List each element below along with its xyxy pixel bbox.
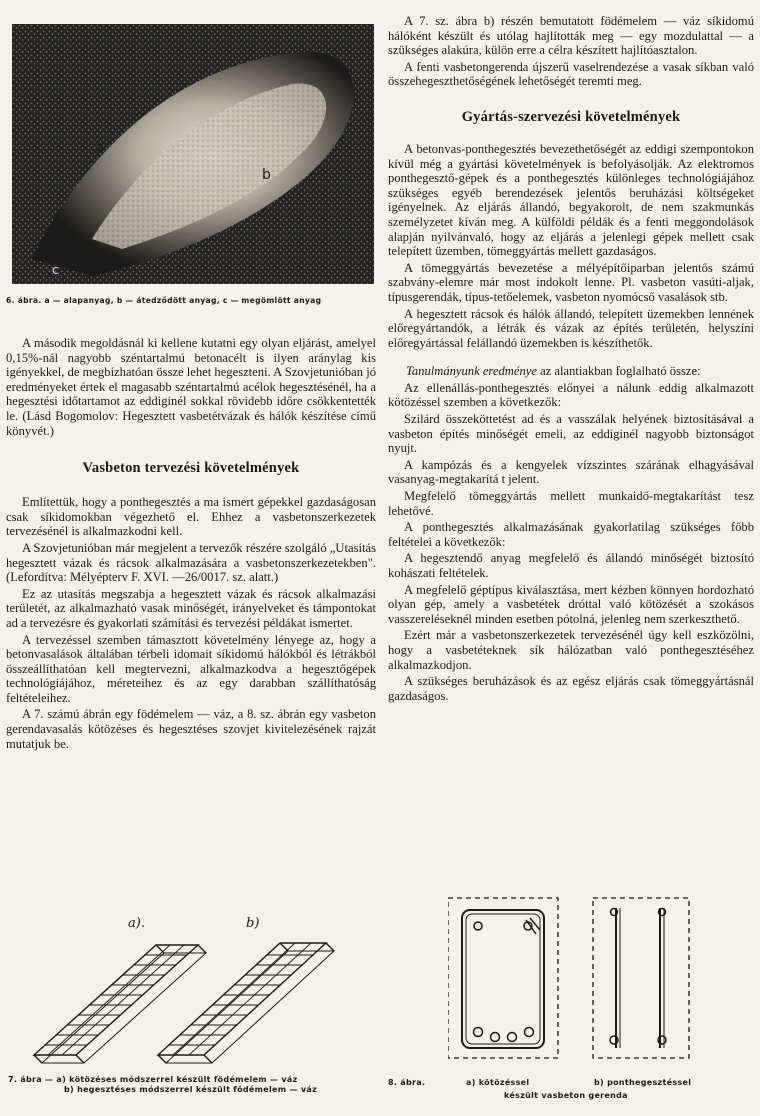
- left-paragraph-3: A Szovjetunióban már megjelent a tervezők részére szolgáló „Utasítás hegesztett vázak és rácsok alkalmazására a vasbetonszerkezetekben". (Lefordítva: Mélyépterv F. XVI. —26/0017. sz. alatt.): [6, 540, 376, 585]
- weld-micrograph-image: [12, 24, 374, 284]
- right-paragraph-3: A betonvas-ponthegesztés bevezethetőségét az eddigi szempontokon kívül még a gyártási követelmények is befolyásolják. Az elektromos ponthegesztő-gépek és a ponthegesztés különleges technológiájához szükséges egyéb berendezések jelentős beruházási költségeket igényelnek. Az eljárás állandó, begyakorolt, de nem szakmunkás személyzetet kíván meg. A külföldi példák és a fenti meggondolások alapján nyilvánvaló, hogy az eljárás a jelenlegi gépek mellett csak telepített üzemben, tömeggyártás mellett gazdaságos.: [388, 141, 754, 259]
- figure-7-caption-line-2: b) hegesztéses módszerrel készült födémelem — váz: [64, 1085, 318, 1094]
- figure-6-label-a: a: [96, 141, 104, 156]
- summary-lead-rest: az alantiakban foglalható össze:: [536, 364, 701, 379]
- figure-7-caption-line-1: 7. ábra — a) kötözéses módszerrel készült födémelem — váz: [8, 1075, 298, 1084]
- figure-6-label-b: b: [262, 167, 271, 183]
- right-paragraph-10: Megfelelő tömeggyártás mellett munkaidő-megtakarítást tesz lehetővé.: [388, 489, 754, 518]
- figure-8-caption: [388, 1078, 750, 1108]
- figure-7-drawing: [8, 905, 378, 1075]
- left-paragraph-4: Ez az utasítás megszabja a hegesztett vázak és rácsok alkalmazási területét, az alkalmazható vasak minőségét, irányelveket és támpontokat ad a tervezésre és gyakorlati számítási és tervezési példákat ismertet.: [6, 586, 376, 630]
- figure-7-caption: [8, 1075, 378, 1095]
- figure-8a-tied-beam: [448, 898, 558, 1058]
- figure-8b-welded-beam: [593, 898, 689, 1058]
- right-paragraph-6: [388, 364, 754, 379]
- figure-8-caption-line-2: készült vasbeton gerenda: [504, 1091, 628, 1100]
- right-paragraph-5: A hegesztett rácsok és hálók állandó, telepített üzemekben lennének előregyártandók, a létrák és vázak az építés területén, helyszíni előregyártással felállandó üzemekben is készíthetők.: [388, 306, 754, 350]
- summary-lead-italic: Tanulmányunk eredménye: [406, 364, 537, 379]
- figure-7b-mesh: [158, 943, 334, 1063]
- right-paragraph-1: A 7. sz. ábra b) részén bemutatott födémelem — váz síkidomú hálóként készült és utólag hajlították meg — egy mozdulattal — a szükséges alakúra, külön erre a célra készített hajlítóasztalon.: [388, 14, 754, 58]
- figure-8-caption-a: a) kötözéssel: [466, 1078, 530, 1087]
- right-paragraph-7: Az ellenállás-ponthegesztés előnyei a nálunk eddig alkalmazott kötözéssel szemben a következők:: [388, 380, 754, 410]
- figure-8: [448, 890, 698, 1070]
- figure-8-caption-b: b) ponthegesztéssel: [594, 1078, 692, 1087]
- figure-7: [8, 905, 378, 1075]
- figure-7-label-b: b): [246, 916, 260, 931]
- left-paragraph-2: Említettük, hogy a ponthegesztés a ma ismert gépekkel gazdaságosan csak síkidomokban végezhető el. Ehhez a vasbetonszerkezetek tervezésénél is alkalmazkodni kell.: [6, 495, 376, 539]
- heading-production-requirements: Gyártás-szervezési követelmények: [461, 108, 681, 125]
- right-column: [388, 14, 754, 705]
- left-paragraph-5: A tervezéssel szemben támasztott követelmény lényege az, hogy a betonvasalások általában térbeli idomait síkidomú hálókból és létrákból összeállíthatóan kell megtervezni, alkalmazkodva a hegesztőgépek technológiájához, méreteihez és az egy darabban szállíthatóság feltételeihez.: [6, 632, 376, 705]
- figure-6-label-c: c: [52, 263, 59, 277]
- heading-design-requirements: Vasbeton tervezési követelmények: [82, 460, 300, 477]
- right-paragraph-15: A szükséges beruházások és az egész eljárás csak tömeggyártásnál gazdaságos.: [388, 674, 754, 703]
- left-paragraph-1: A második megoldásnál ki kellene kutatni egy olyan eljárást, amelyel 0,15%-nál nagyobb széntartalmú betonacélt is ilyen aránylag kis igényekkel, de megbízhatóan össze lehet hegeszteni. A Szovjetunióban jó eredményeket értek el magasabb széntartalmú acélok hegesztésénél, ha a hegesztési időtartamot az eddiginél sokkal rövidebb időre csökkentették le. (Lásd Bogomolov: Hegesztett vasbetétvázak és hálók készítése című könyvét.): [6, 336, 377, 438]
- right-paragraph-4: A tömeggyártás bevezetése a mélyépítőiparban jelentős számú szabvány-elemre már most indokolt lenne. Pl. vasbeton vasúti-aljak, típusgerendák, típus-tetőelemek, vasbeton nyomócső vasalások stb.: [388, 260, 754, 304]
- figure-8-caption-number: 8. ábra.: [388, 1078, 426, 1087]
- figure-6-photo: [12, 24, 374, 284]
- figure-8-drawing: [448, 890, 698, 1070]
- right-paragraph-14: Ezért már a vasbetonszerkezetek tervezésénél úgy kell eszközölni, hogy a vasbetéteknek sík hálózatban való ponthegesztéséhez alkalmazkodjon.: [388, 628, 754, 672]
- right-paragraph-13: A megfelelő géptípus kiválasztása, mert kézben könnyen hordozható olyan gép, amely a vasbetétek dróttal való kötözését a szokásos vasszereléseknél minden esetben pótolná, jelenleg nem szerkeszthető.: [388, 582, 754, 626]
- figure-7-label-a: a).: [128, 916, 145, 931]
- right-paragraph-11: A ponthegesztés alkalmazásának gyakorlatilag szükséges főbb feltételei a következők:: [388, 520, 754, 549]
- right-paragraph-9: A kampózás és a kengyelek vízszintes szárának elhagyásával vasanyag-megtakarítá t jelent.: [388, 457, 754, 487]
- left-column: [6, 24, 376, 753]
- right-paragraph-8: Szilárd összeköttetést ad és a vasszálak helyének biztosításával a vasbeton építés minőségét emeli, az eddiginél nagyobb biztonságot nyujt.: [388, 412, 754, 456]
- left-paragraph-6: A 7. számú ábrán egy födémelem — váz, a 8. sz. ábrán egy vasbeton gerendavasalás kötözéses és hegesztéses szovjet kivitelezésének rajzát mutatjuk be.: [6, 707, 376, 751]
- right-paragraph-12: A hegesztendő anyag megfelelő és állandó minőségét biztosító kohászati feltételek.: [388, 551, 754, 580]
- figure-6-caption: 6. ábra. a — alapanyag, b — átedződött anyag, c — megömlött anyag: [6, 296, 322, 305]
- right-paragraph-2: A fenti vasbetongerenda újszerű vaselrendezése a vasak síkban való összehegeszthetőségének lehetőségét teremti meg.: [388, 59, 754, 89]
